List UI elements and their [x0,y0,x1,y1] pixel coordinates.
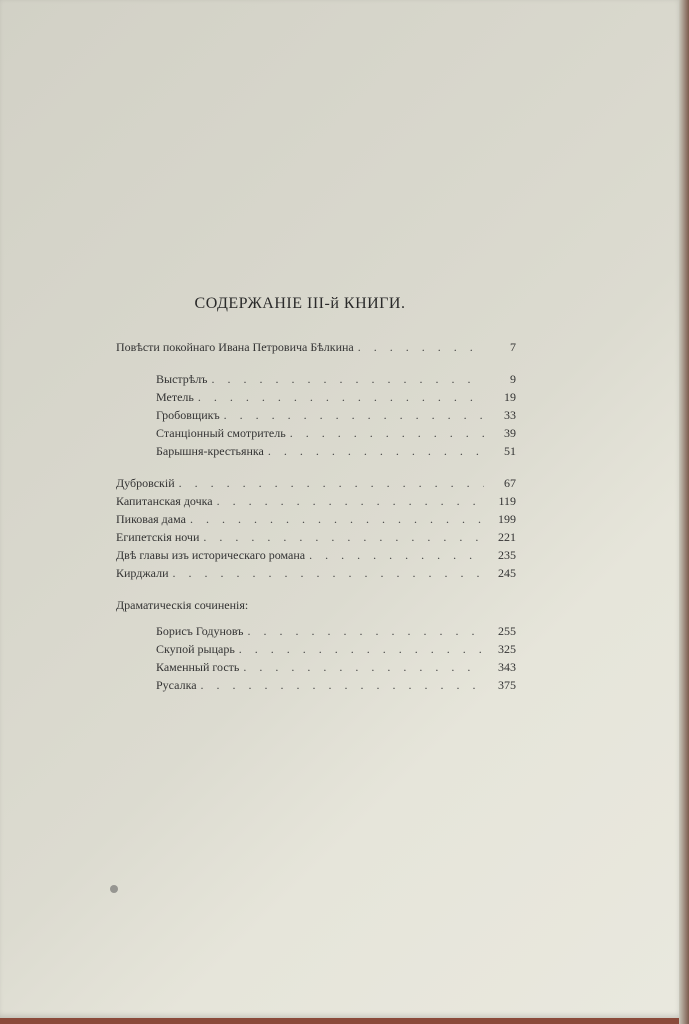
dot-leader [290,426,484,441]
toc-entry-page: 255 [498,624,516,638]
page-edge [679,0,689,1024]
toc-entry [116,530,516,548]
toc-entry-label: Барышня-крестьянка [156,444,264,458]
toc-entry-label: Повѣсти покойнаго Ивана Петровича Бѣлкина [116,340,354,354]
dot-leader [309,548,484,563]
toc-entry-page: 343 [498,660,516,674]
toc-entry-page: 7 [510,340,516,354]
toc-entry [116,444,516,462]
toc-entry [116,494,516,512]
toc-entry-label: Каменный гость [156,660,240,674]
toc-entry [116,372,516,390]
toc-entry-page: 9 [510,372,516,386]
dot-leader [239,642,484,657]
toc-entry-label: Метель [156,390,194,404]
dot-leader [179,476,484,491]
dot-leader [268,444,484,459]
toc-entry-label: Дубровскій [116,476,175,490]
dot-leader [201,678,484,693]
dot-leader [247,624,484,639]
toc-entry-label: Станціонный смотритель [156,426,286,440]
toc-entry [116,566,516,584]
toc-entry [116,624,516,642]
dot-leader [358,340,484,355]
toc-entry [116,548,516,566]
toc-entry-page: 39 [504,426,516,440]
toc-entry-page: 325 [498,642,516,656]
toc-entry-page: 375 [498,678,516,692]
toc-entry [116,426,516,444]
toc-entry-page: 33 [504,408,516,422]
toc-entry-label: Скупой рыцарь [156,642,235,656]
section-heading-drama: Драматическія сочиненія: [116,598,249,612]
toc-entry [116,390,516,408]
toc-entry-label: Русалка [156,678,197,692]
dot-leader [212,372,485,387]
toc-entry-page: 221 [498,530,516,544]
dot-leader [198,390,484,405]
toc-entry-label: Выстрѣлъ [156,372,208,386]
toc-entry-label: Египетскія ночи [116,530,200,544]
toc-entry-label: Борисъ Годуновъ [156,624,244,638]
dot-leader [203,530,484,545]
dot-leader [217,494,484,509]
toc-entry-page: 119 [498,494,516,508]
toc-entry-page: 199 [498,512,516,526]
toc-entry-page: 51 [504,444,516,458]
toc-entry [116,408,516,426]
toc-entry [116,678,516,696]
dot-leader [224,408,484,423]
page-title: СОДЕРЖАНІЕ III-й КНИГИ. [194,295,406,312]
toc-entry [116,476,516,494]
toc-entry [116,512,516,530]
ink-spot [110,885,118,893]
toc-entry [116,660,516,678]
toc-entry-belkin [116,340,516,358]
toc-entry-page: 245 [498,566,516,580]
dot-leader [190,512,484,527]
toc-entry-label: Гробовщикъ [156,408,220,422]
toc-entry-label: Двѣ главы изъ историческаго романа [116,548,306,562]
toc-entry-label: Капитанская дочка [116,494,213,508]
toc-entry [116,642,516,660]
toc-entry-page: 19 [504,390,516,404]
table-of-contents [116,340,516,696]
toc-entry-page: 67 [504,476,516,490]
dot-leader [243,660,484,675]
dot-leader [173,566,484,581]
toc-entry-label: Пиковая дама [116,512,186,526]
toc-entry-label: Кирджали [116,566,169,580]
toc-entry-page: 235 [498,548,516,562]
